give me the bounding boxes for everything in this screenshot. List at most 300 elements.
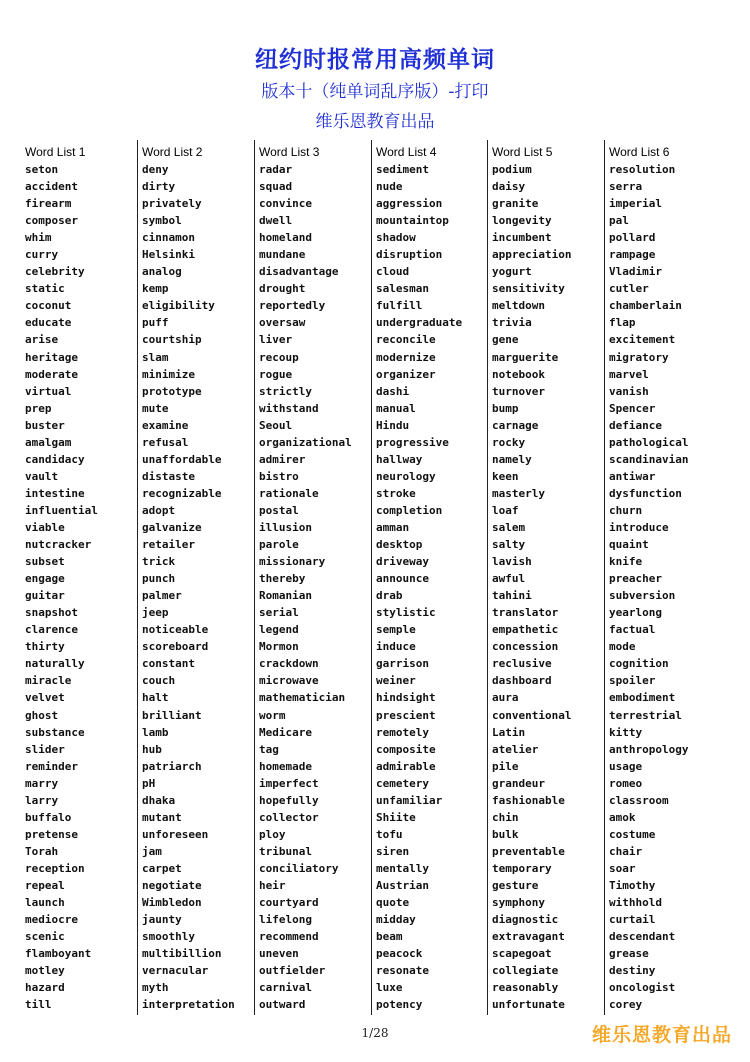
word-item: dysfunction	[609, 486, 682, 500]
word-item: concession	[492, 640, 559, 654]
word-item: cinnamon	[142, 231, 195, 245]
column-divider	[254, 140, 255, 1015]
word-item: grandeur	[492, 776, 545, 790]
word-item: interpretation	[142, 998, 235, 1012]
word-item: parole	[259, 538, 299, 552]
word-item: reclusive	[492, 657, 552, 671]
word-item: empathetic	[492, 623, 559, 637]
word-item: seton	[25, 163, 59, 176]
word-item: temporary	[492, 861, 552, 875]
word-item: Wimbledon	[142, 896, 202, 910]
word-item: knife	[609, 555, 643, 569]
word-item: galvanize	[142, 520, 202, 534]
word-item: awful	[492, 572, 526, 586]
word-item: mediocre	[25, 913, 78, 927]
word-item: aura	[492, 691, 519, 705]
word-item: vanish	[609, 384, 649, 398]
word-item: weiner	[376, 674, 416, 688]
word-item: disruption	[376, 248, 443, 262]
word-item: sensitivity	[492, 282, 565, 296]
word-item: yearlong	[609, 606, 662, 620]
word-item: composer	[25, 214, 78, 228]
word-item: daisy	[492, 180, 526, 194]
word-item: classroom	[609, 793, 669, 807]
word-item: kitty	[609, 725, 643, 739]
word-item: reasonably	[492, 981, 559, 995]
word-item: Hindu	[376, 418, 410, 432]
word-item: vernacular	[142, 964, 209, 978]
word-item: legend	[259, 623, 299, 637]
word-item: recommend	[259, 930, 319, 944]
word-item: punch	[142, 572, 176, 586]
word-item: serial	[259, 606, 299, 620]
word-item: jaunty	[142, 913, 182, 927]
word-item: rationale	[259, 486, 319, 500]
word-item: rocky	[492, 435, 526, 449]
word-item: kemp	[142, 282, 169, 296]
word-item: dhaka	[142, 793, 176, 807]
word-item: Austrian	[376, 878, 429, 892]
word-list-title: Word List 6	[609, 145, 670, 159]
word-item: semple	[376, 623, 416, 637]
page-number: 1/28	[361, 1026, 389, 1040]
word-item: desktop	[376, 538, 423, 552]
word-item: reportedly	[259, 299, 326, 313]
column-divider	[604, 140, 605, 1015]
word-item: palmer	[142, 589, 182, 603]
word-item: Timothy	[609, 878, 656, 892]
word-item: antiwar	[609, 469, 656, 483]
word-item: lamb	[142, 725, 169, 739]
word-item: patriarch	[142, 759, 202, 773]
word-item: distaste	[142, 469, 195, 483]
word-item: vault	[25, 469, 59, 483]
word-item: couch	[142, 674, 176, 688]
word-item: marguerite	[492, 350, 559, 364]
word-item: thereby	[259, 572, 306, 586]
word-item: lifelong	[259, 913, 312, 927]
word-item: dwell	[259, 214, 293, 228]
word-list-title: Word List 5	[492, 145, 553, 159]
word-item: preacher	[609, 572, 662, 586]
word-item: composite	[376, 742, 436, 756]
word-item: symphony	[492, 896, 545, 910]
word-item: resonate	[376, 964, 429, 978]
word-list-column	[609, 140, 688, 1015]
word-item: buffalo	[25, 810, 72, 824]
word-item: driveway	[376, 555, 429, 569]
word-item: motley	[25, 964, 65, 978]
word-item: reception	[25, 861, 85, 875]
word-item: scenic	[25, 930, 65, 944]
word-item: velvet	[25, 691, 65, 705]
word-item: descendant	[609, 930, 676, 944]
word-item: radar	[259, 163, 293, 176]
word-item: incumbent	[492, 231, 552, 245]
word-item: usage	[609, 759, 643, 773]
word-item: launch	[25, 896, 65, 910]
word-item: celebrity	[25, 265, 85, 279]
word-item: unfamiliar	[376, 793, 443, 807]
word-item: Mormon	[259, 640, 299, 654]
word-item: scandinavian	[609, 452, 689, 466]
word-item: destiny	[609, 964, 656, 978]
word-item: embodiment	[609, 691, 676, 705]
word-item: repeal	[25, 878, 65, 892]
word-item: spoiler	[609, 674, 656, 688]
word-item: turnover	[492, 384, 545, 398]
word-item: dirty	[142, 180, 176, 194]
word-list-column	[376, 140, 462, 1015]
word-item: atelier	[492, 742, 539, 756]
word-item: refusal	[142, 435, 189, 449]
word-item: ploy	[259, 827, 286, 841]
word-item: hallway	[376, 452, 423, 466]
word-item: nutcracker	[25, 538, 92, 552]
word-item: conciliatory	[259, 861, 339, 875]
word-item: prep	[25, 401, 52, 415]
word-item: peacock	[376, 947, 423, 961]
word-item: noticeable	[142, 623, 209, 637]
word-item: minimize	[142, 367, 195, 381]
word-item: whim	[25, 231, 52, 245]
word-item: myth	[142, 981, 169, 995]
word-item: privately	[142, 197, 202, 211]
word-item: guitar	[25, 589, 65, 603]
word-item: neurology	[376, 469, 436, 483]
word-item: conventional	[492, 708, 572, 722]
word-item: migratory	[609, 350, 669, 364]
word-item: analog	[142, 265, 182, 279]
word-item: Spencer	[609, 401, 656, 415]
word-item: Vladimir	[609, 265, 662, 279]
word-item: cognition	[609, 657, 669, 671]
word-list-column	[142, 140, 235, 1015]
word-item: fulfill	[376, 299, 423, 313]
page-title: 纽约时报常用高频单词	[255, 47, 495, 73]
word-item: firearm	[25, 197, 72, 211]
word-item: oversaw	[259, 316, 306, 330]
word-item: Helsinki	[142, 248, 195, 262]
word-item: miracle	[25, 674, 72, 688]
word-item: arise	[25, 333, 59, 347]
word-item: chin	[492, 810, 519, 824]
word-item: costume	[609, 827, 656, 841]
column-divider	[137, 140, 138, 1015]
word-item: mutant	[142, 810, 182, 824]
word-item: drought	[259, 282, 306, 296]
word-item: curtail	[609, 913, 656, 927]
word-item: rogue	[259, 367, 293, 381]
word-item: oncologist	[609, 981, 676, 995]
word-item: dashboard	[492, 674, 552, 688]
word-list-column	[492, 140, 571, 1015]
word-item: soar	[609, 861, 636, 875]
word-item: collector	[259, 810, 319, 824]
word-item: flamboyant	[25, 947, 92, 961]
word-item: serra	[609, 180, 643, 194]
word-item: carnage	[492, 418, 539, 432]
word-item: manual	[376, 401, 416, 415]
word-item: gene	[492, 333, 519, 347]
word-item: unforeseen	[142, 827, 209, 841]
word-item: mentally	[376, 861, 429, 875]
word-item: organizer	[376, 367, 436, 381]
word-item: engage	[25, 572, 65, 586]
word-item: mundane	[259, 248, 306, 262]
word-item: admirable	[376, 759, 436, 773]
word-item: salesman	[376, 282, 429, 296]
word-item: recoup	[259, 350, 299, 364]
word-item: moderate	[25, 367, 78, 381]
word-item: withhold	[609, 896, 662, 910]
word-item: mute	[142, 401, 169, 415]
word-item: amalgam	[25, 435, 72, 449]
word-item: diagnostic	[492, 913, 559, 927]
word-list-title: Word List 3	[259, 145, 320, 159]
word-item: examine	[142, 418, 189, 432]
word-item: chamberlain	[609, 299, 682, 313]
word-item: substance	[25, 725, 85, 739]
word-item: candidacy	[25, 452, 85, 466]
word-item: unaffordable	[142, 452, 222, 466]
word-list-title: Word List 4	[376, 145, 437, 159]
word-item: heritage	[25, 350, 78, 364]
word-item: flap	[609, 316, 636, 330]
column-divider	[371, 140, 372, 1015]
word-item: courtyard	[259, 896, 319, 910]
word-item: homemade	[259, 759, 312, 773]
word-item: snapshot	[25, 606, 78, 620]
word-item: Medicare	[259, 725, 312, 739]
word-list-title: Word List 1	[25, 145, 86, 159]
word-item: amman	[376, 520, 410, 534]
word-item: uneven	[259, 947, 299, 961]
word-item: pollard	[609, 231, 656, 245]
word-item: marvel	[609, 367, 649, 381]
word-item: crackdown	[259, 657, 319, 671]
word-item: remotely	[376, 725, 429, 739]
word-item: appreciation	[492, 248, 572, 262]
word-item: curry	[25, 248, 59, 262]
word-item: collegiate	[492, 964, 559, 978]
word-item: Seoul	[259, 418, 293, 432]
word-item: garrison	[376, 657, 429, 671]
word-item: symbol	[142, 214, 182, 228]
word-item: courtship	[142, 333, 202, 347]
word-item: squad	[259, 180, 293, 194]
word-item: slam	[142, 350, 169, 364]
word-item: marry	[25, 776, 59, 790]
word-item: notebook	[492, 367, 545, 381]
word-item: puff	[142, 316, 169, 330]
word-item: cloud	[376, 265, 410, 279]
word-item: pal	[609, 214, 629, 228]
header	[0, 44, 750, 136]
word-item: jeep	[142, 606, 169, 620]
word-list-title: Word List 2	[142, 145, 203, 159]
word-item: reconcile	[376, 333, 436, 347]
word-item: thirty	[25, 640, 65, 654]
word-item: postal	[259, 503, 299, 517]
word-item: lavish	[492, 555, 532, 569]
word-item: convince	[259, 197, 312, 211]
word-item: outward	[259, 998, 306, 1012]
word-item: undergraduate	[376, 316, 463, 330]
word-item: tag	[259, 742, 279, 756]
word-item: meltdown	[492, 299, 545, 313]
word-item: coconut	[25, 299, 72, 313]
word-item: extravagant	[492, 930, 565, 944]
word-item: static	[25, 282, 65, 296]
word-item: pretense	[25, 827, 78, 841]
word-item: bistro	[259, 469, 299, 483]
word-item: pH	[142, 776, 156, 790]
word-item: unfortunate	[492, 998, 565, 1012]
word-item: constant	[142, 657, 195, 671]
word-item: prototype	[142, 384, 202, 398]
word-item: dashi	[376, 384, 410, 398]
word-item: mountaintop	[376, 214, 449, 228]
word-item: bulk	[492, 827, 519, 841]
word-item: recognizable	[142, 486, 222, 500]
word-list-column	[25, 140, 98, 1015]
word-item: missionary	[259, 555, 326, 569]
word-item: chair	[609, 844, 643, 858]
word-item: churn	[609, 503, 643, 517]
word-item: multibillion	[142, 947, 222, 961]
word-item: withstand	[259, 401, 319, 415]
word-item: scoreboard	[142, 640, 209, 654]
word-item: stroke	[376, 486, 416, 500]
word-item: beam	[376, 930, 403, 944]
word-item: romeo	[609, 776, 643, 790]
word-item: tahini	[492, 589, 532, 603]
word-item: naturally	[25, 657, 85, 671]
word-item: fashionable	[492, 793, 565, 807]
word-item: trick	[142, 555, 176, 569]
word-item: scapegoat	[492, 947, 552, 961]
word-item: Torah	[25, 844, 59, 858]
word-item: retailer	[142, 538, 195, 552]
word-item: aggression	[376, 197, 443, 211]
word-item: salty	[492, 538, 526, 552]
publisher-line: 维乐恩教育出品	[315, 112, 435, 132]
word-item: potency	[376, 998, 423, 1012]
word-item: hindsight	[376, 691, 436, 705]
word-item: smoothly	[142, 930, 195, 944]
word-item: completion	[376, 503, 443, 517]
word-item: siren	[376, 844, 410, 858]
word-item: clarence	[25, 623, 78, 637]
word-item: quote	[376, 896, 410, 910]
word-item: grease	[609, 947, 649, 961]
word-item: till	[25, 998, 52, 1012]
word-item: tofu	[376, 827, 403, 841]
word-item: adopt	[142, 503, 176, 517]
word-item: quaint	[609, 538, 649, 552]
word-item: Romanian	[259, 589, 312, 603]
page-subtitle: 版本十（纯单词乱序版）-打印	[261, 82, 489, 102]
word-item: progressive	[376, 435, 449, 449]
word-item: introduce	[609, 520, 669, 534]
word-item: illusion	[259, 520, 312, 534]
word-item: negotiate	[142, 878, 202, 892]
word-item: resolution	[609, 163, 676, 176]
word-item: halt	[142, 691, 169, 705]
word-item: viable	[25, 520, 65, 534]
word-item: organizational	[259, 435, 352, 449]
word-item: drab	[376, 589, 403, 603]
word-item: midday	[376, 913, 416, 927]
word-item: excitement	[609, 333, 676, 347]
word-item: eligibility	[142, 299, 215, 313]
word-item: hazard	[25, 981, 65, 995]
word-item: corey	[609, 998, 643, 1012]
word-item: deny	[142, 163, 169, 176]
word-item: mathematician	[259, 691, 346, 705]
word-item: cemetery	[376, 776, 429, 790]
word-item: accident	[25, 180, 78, 194]
word-item: Shiite	[376, 810, 416, 824]
word-item: stylistic	[376, 606, 436, 620]
word-item: virtual	[25, 384, 72, 398]
word-item: nude	[376, 180, 403, 194]
word-item: outfielder	[259, 964, 326, 978]
word-item: salem	[492, 520, 526, 534]
word-item: sediment	[376, 163, 429, 176]
word-item: strictly	[259, 384, 312, 398]
word-item: longevity	[492, 214, 552, 228]
word-item: carnival	[259, 981, 312, 995]
word-item: mode	[609, 640, 636, 654]
word-item: announce	[376, 572, 429, 586]
word-item: tribunal	[259, 844, 312, 858]
word-item: luxe	[376, 981, 403, 995]
word-item: granite	[492, 197, 539, 211]
word-item: heir	[259, 878, 286, 892]
word-item: subset	[25, 555, 65, 569]
word-item: keen	[492, 469, 519, 483]
word-item: preventable	[492, 844, 565, 858]
word-item: Latin	[492, 725, 526, 739]
word-item: imperial	[609, 197, 662, 211]
word-item: translator	[492, 606, 559, 620]
word-item: carpet	[142, 861, 182, 875]
word-item: influential	[25, 503, 98, 517]
word-item: imperfect	[259, 776, 319, 790]
word-item: loaf	[492, 503, 519, 517]
word-item: larry	[25, 793, 59, 807]
word-item: defiance	[609, 418, 662, 432]
word-item: yogurt	[492, 265, 532, 279]
word-item: terrestrial	[609, 708, 682, 722]
word-item: cutler	[609, 282, 649, 296]
word-item: ghost	[25, 708, 59, 722]
word-item: shadow	[376, 231, 416, 245]
word-item: homeland	[259, 231, 312, 245]
word-item: educate	[25, 316, 72, 330]
word-item: jam	[142, 844, 162, 858]
word-item: modernize	[376, 350, 436, 364]
watermark-logo: 维乐恩教育出品	[591, 1024, 732, 1046]
word-item: namely	[492, 452, 532, 466]
word-item: hub	[142, 742, 162, 756]
column-divider	[487, 140, 488, 1015]
word-item: factual	[609, 623, 656, 637]
word-item: slider	[25, 742, 65, 756]
word-item: rampage	[609, 248, 656, 262]
